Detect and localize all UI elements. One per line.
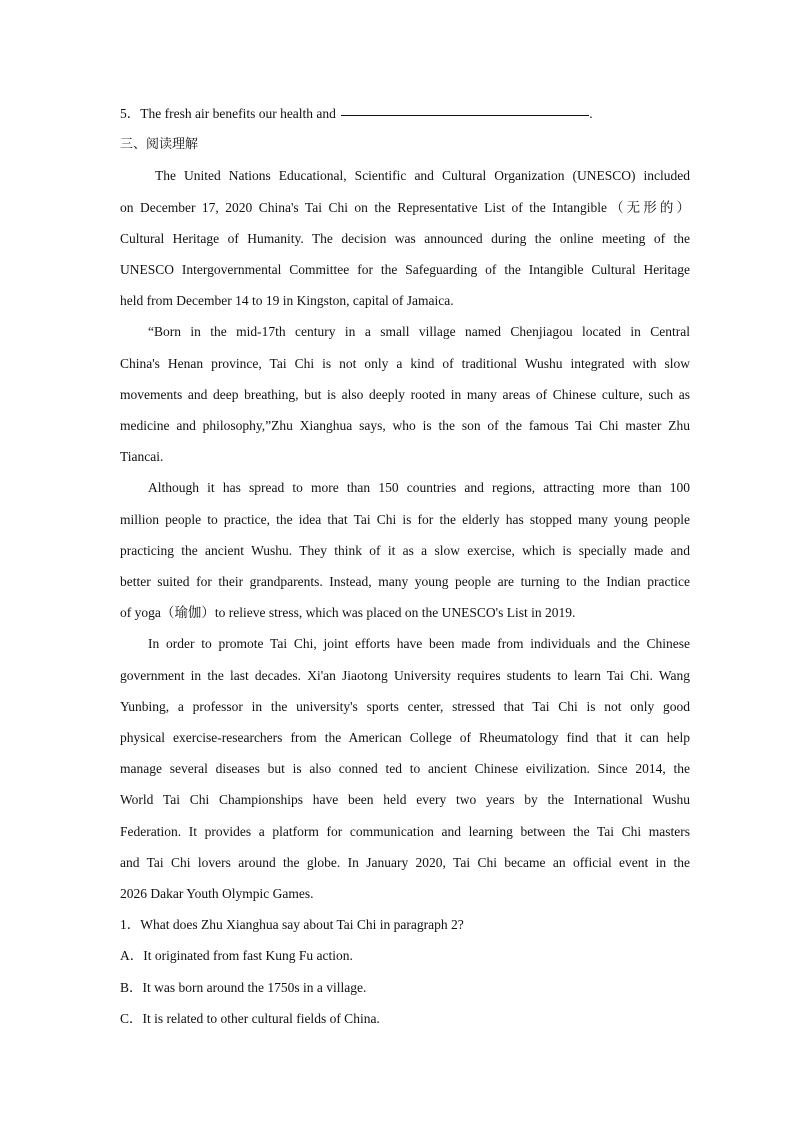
- passage-line: Federation. It provides a platform for communication and learning between the Tai Chi masters: [120, 823, 690, 839]
- answer-option[interactable]: B．It was born around the 1750s in a village.: [120, 979, 367, 995]
- passage-line: The United Nations Educational, Scientific and Cultural Organization (UNESCO) included: [155, 168, 690, 184]
- passage-line: of yoga（瑜伽）to relieve stress, which was placed on the UNESCO's List in 2019.: [120, 605, 576, 621]
- section-title-reading: 三、阅读理解: [120, 137, 199, 153]
- passage-line: “Born in the mid-17th century in a small village named Chenjiagou located in Central: [148, 324, 690, 340]
- passage-paragraph: [120, 472, 690, 628]
- passage-line: held from December 14 to 19 in Kingston, capital of Jamaica.: [120, 293, 454, 309]
- passage-line: World Tai Chi Championships have been held every two years by the International Wushu: [120, 792, 690, 808]
- passage-line: Cultural Heritage of Humanity. The decision was announced during the online meeting of the: [120, 230, 690, 246]
- passage-line: physical exercise-researchers from the American College of Rheumatology find that it can help: [120, 730, 690, 746]
- answer-option[interactable]: A．It originated from fast Kung Fu action.: [120, 948, 353, 964]
- passage-line: 2026 Dakar Youth Olympic Games.: [120, 886, 314, 902]
- passage-line: UNESCO Intergovernmental Committee for the Safeguarding of the Intangible Cultural Heritage: [120, 262, 690, 278]
- passage-paragraph: [120, 316, 690, 472]
- passage-line: Yunbing, a professor in the university's sports center, stressed that Tai Chi is not only good: [120, 698, 690, 714]
- reading-passage: [120, 160, 690, 909]
- passage-line: medicine and philosophy,”Zhu Xianghua says, who is the son of the famous Tai Chi master Zhu: [120, 418, 690, 434]
- question-stem: 1．What does Zhu Xianghua say about Tai Chi in paragraph 2?: [120, 917, 464, 933]
- passage-line: China's Henan province, Tai Chi is not only a kind of traditional Wushu integrated with slow: [120, 355, 690, 371]
- question-item: [120, 909, 690, 1034]
- passage-paragraph: [120, 628, 690, 909]
- passage-line: million people to practice, the idea that Tai Chi is for the elderly has stopped many young people: [120, 511, 690, 527]
- worksheet-content: [120, 98, 690, 1034]
- passage-line: better suited for their grandparents. Instead, many young people are turning to the Indian practice: [120, 574, 690, 590]
- answer-blank-line[interactable]: [341, 115, 589, 116]
- passage-line: government in the last decades. Xi'an Jiaotong University requires students to learn Tai Chi. Wang: [120, 667, 690, 683]
- question-5-text: 5．The fresh air benefits our health and: [120, 106, 340, 121]
- passage-line: movements and deep breathing, but is also deeply rooted in many areas of Chinese culture, such as: [120, 386, 690, 402]
- question-5-period: .: [589, 106, 593, 121]
- answer-option[interactable]: C．It is related to other cultural fields of China.: [120, 1010, 380, 1026]
- passage-line: manage several diseases but is also conned ted to ancient Chinese eivilization. Since 2014, the: [120, 761, 690, 777]
- passage-line: In order to promote Tai Chi, joint efforts have been made from individuals and the Chinese: [148, 636, 690, 652]
- passage-line: and Tai Chi lovers around the globe. In January 2020, Tai Chi became an official event in the: [120, 854, 690, 870]
- passage-line: on December 17, 2020 China's Tai Chi on the Representative List of the Intangible（无形的）: [120, 199, 690, 215]
- fill-in-question-5: [120, 98, 690, 129]
- passage-line: practicing the ancient Wushu. They think of it as a slow exercise, which is specially made and: [120, 542, 690, 558]
- passage-paragraph: [120, 160, 690, 316]
- passage-line: Although it has spread to more than 150 countries and regions, attracting more than 100: [148, 480, 690, 496]
- passage-line: Tiancai.: [120, 449, 164, 465]
- question-list: [120, 909, 690, 1034]
